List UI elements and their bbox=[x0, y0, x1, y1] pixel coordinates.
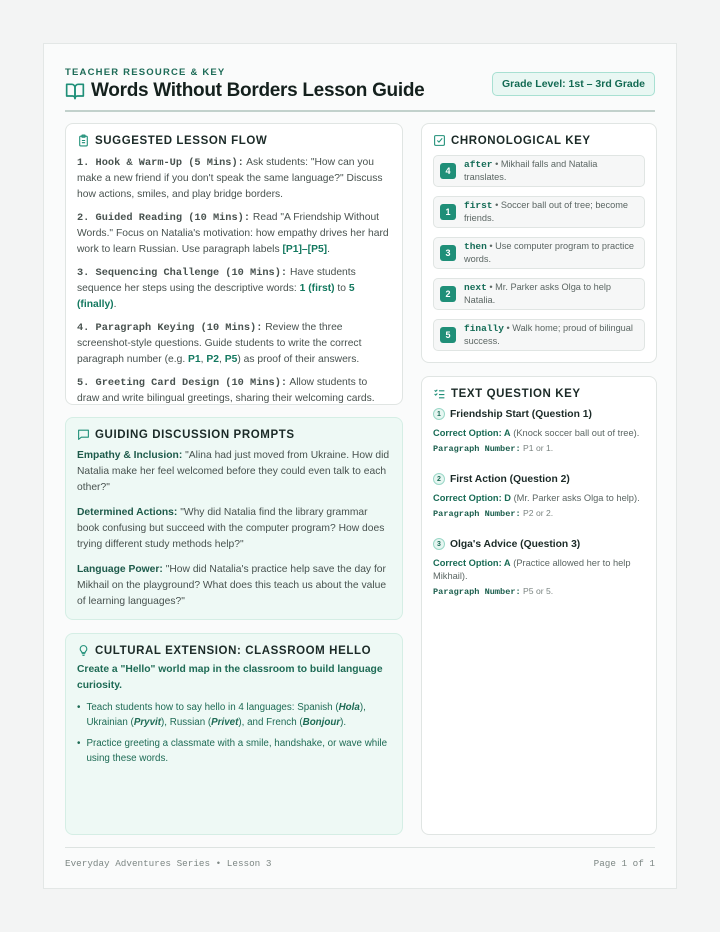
chrono-title: CHRONOLOGICAL KEY bbox=[451, 134, 591, 147]
checkbox-icon bbox=[433, 134, 446, 147]
word-hola: Hola bbox=[338, 702, 360, 713]
flow-item-2 bbox=[77, 210, 391, 258]
prompt-label: Empathy & Inclusion: bbox=[77, 450, 183, 461]
question-number: 2 bbox=[433, 473, 445, 485]
question-key-title: TEXT QUESTION KEY bbox=[451, 387, 581, 400]
question-number: 1 bbox=[433, 408, 445, 420]
lesson-flow-card bbox=[65, 123, 403, 405]
question-number: 3 bbox=[433, 538, 445, 550]
flow-item-text: Review the three screenshot-style questions. Guide students to write the correct paragraph number (e.g. bbox=[77, 322, 362, 365]
chrono-desc: • Mr. Parker asks Olga to help Natalia. bbox=[464, 282, 612, 305]
text-question-key-card bbox=[421, 376, 657, 835]
chrono-text bbox=[464, 158, 638, 184]
eyebrow-label: TEACHER RESOURCE & KEY bbox=[65, 67, 226, 78]
chrono-desc: • Walk home; proud of bilingual success. bbox=[464, 323, 633, 346]
prompt-label: Language Power: bbox=[77, 564, 163, 575]
discussion-card bbox=[65, 417, 403, 620]
bullet-segment: ), Ukrainian ( bbox=[86, 702, 366, 728]
separator: , bbox=[200, 354, 207, 365]
bullet-text: Practice greeting a classmate with a smile, handshake, or wave while using these words. bbox=[86, 738, 388, 764]
separator: , bbox=[219, 354, 225, 365]
chrono-number: 2 bbox=[440, 286, 456, 302]
flow-item-end: . bbox=[113, 299, 117, 310]
question-answer bbox=[433, 492, 645, 505]
correct-option-label: Correct Option: A bbox=[433, 428, 511, 438]
chronological-key-card bbox=[421, 123, 657, 363]
chrono-word: first bbox=[464, 200, 493, 211]
flow-item-text: Read "A Friendship Without Words." Focus on Natalia's motivation: how empathy drives her hard work to learn Russian. Use paragraph labels bbox=[77, 212, 389, 255]
paragraph-number-value: P2 or 2. bbox=[520, 508, 554, 518]
flow-item-text: Allow students to draw and write bilingual greetings, sharing their welcoming cards. bbox=[77, 377, 375, 404]
lightbulb-icon bbox=[77, 644, 90, 657]
lesson-flow-heading bbox=[77, 134, 391, 147]
discussion-prompt-1 bbox=[77, 448, 391, 496]
chrono-word: then bbox=[464, 241, 487, 252]
bullet-dot: • bbox=[77, 738, 81, 749]
correct-option-label: Correct Option: A bbox=[433, 558, 511, 568]
chrono-item bbox=[433, 319, 645, 351]
question-heading bbox=[433, 473, 645, 485]
prompt-text: "Alina had just moved from Ukraine. How did Natalia make her feel welcomed before they could even talk to each other?" bbox=[77, 450, 390, 493]
chrono-number: 1 bbox=[440, 204, 456, 220]
flow-item-end: . bbox=[327, 244, 330, 255]
bullet-text bbox=[86, 701, 391, 730]
chrono-text bbox=[464, 281, 638, 307]
word-pryvit: Pryvit bbox=[133, 716, 162, 728]
paragraph-number-value: P5 or 5. bbox=[520, 586, 554, 596]
chrono-word: next bbox=[464, 282, 487, 293]
extension-bullet-1 bbox=[77, 701, 391, 730]
question-key-heading bbox=[433, 387, 645, 400]
question-paragraph bbox=[433, 443, 645, 454]
lesson-flow-title: SUGGESTED LESSON FLOW bbox=[95, 134, 268, 147]
flow-item-1 bbox=[77, 155, 391, 203]
flow-item-end: ) as proof of their answers. bbox=[237, 354, 360, 365]
page-title: Words Without Borders Lesson Guide bbox=[91, 80, 425, 101]
cultural-extension-card bbox=[65, 633, 403, 835]
chrono-item bbox=[433, 155, 645, 187]
prompt-text: "Why did Natalia find the library grammar book confusing but succeed with the computer program? How does trying different study methods help?" bbox=[77, 507, 385, 550]
question-title: Friendship Start (Question 1) bbox=[450, 408, 592, 420]
chrono-text bbox=[464, 240, 638, 266]
chrono-number: 3 bbox=[440, 245, 456, 261]
correct-option-text: (Knock soccer ball out of tree). bbox=[510, 428, 640, 438]
chrono-text bbox=[464, 199, 638, 225]
correct-option-text: (Practice allowed her to help Mikhail). bbox=[433, 558, 631, 581]
speech-bubble-icon bbox=[77, 428, 90, 441]
word-bonjour: Bonjour bbox=[302, 716, 341, 728]
page bbox=[43, 43, 677, 889]
chrono-word: after bbox=[464, 159, 493, 170]
footer-series: Everyday Adventures Series • Lesson 3 bbox=[65, 858, 272, 869]
paragraph-number-label: Paragraph Number: bbox=[433, 509, 521, 519]
chrono-item bbox=[433, 278, 645, 310]
flow-item-4 bbox=[77, 320, 391, 368]
word-privet: Privet bbox=[211, 716, 239, 728]
grade-level-badge: Grade Level: 1st – 3rd Grade bbox=[492, 72, 655, 96]
question-paragraph bbox=[433, 586, 645, 597]
checklist-icon bbox=[433, 387, 446, 400]
chrono-number: 4 bbox=[440, 163, 456, 179]
paragraph-number-label: Paragraph Number: bbox=[433, 587, 521, 597]
bullet-dot: • bbox=[77, 702, 81, 713]
paragraph-labels-highlight: [P1]–[P5] bbox=[282, 244, 328, 255]
flow-item-label: 2. Guided Reading (10 Mins): bbox=[77, 212, 251, 224]
flow-item-label: 4. Paragraph Keying (10 Mins): bbox=[77, 322, 263, 334]
chrono-word: finally bbox=[464, 323, 504, 334]
header-divider bbox=[65, 110, 655, 112]
correct-option-label: Correct Option: D bbox=[433, 493, 511, 503]
chrono-heading bbox=[433, 134, 645, 147]
question-heading bbox=[433, 538, 645, 550]
finally-highlight: 5 (finally) bbox=[77, 283, 355, 310]
chrono-item bbox=[433, 196, 645, 228]
chrono-text bbox=[464, 322, 638, 348]
question-title: Olga's Advice (Question 3) bbox=[450, 538, 581, 550]
bullet-segment: ), Russian ( bbox=[161, 716, 212, 728]
question-answer bbox=[433, 427, 645, 440]
extension-intro: Create a "Hello" world map in the classroom to build language curiosity. bbox=[77, 664, 383, 691]
discussion-prompt-2 bbox=[77, 505, 391, 553]
extension-title: CULTURAL EXTENSION: CLASSROOM HELLO bbox=[95, 644, 372, 657]
paragraph-number-label: Paragraph Number: bbox=[433, 444, 521, 454]
chrono-item bbox=[433, 237, 645, 269]
clipboard-icon bbox=[77, 134, 90, 147]
p1-highlight: P1 bbox=[188, 354, 201, 365]
prompt-text: "How did Natalia's practice help save the day for Mikhail on the playground? What does this teach us about the value of learning languages?" bbox=[77, 564, 387, 607]
discussion-heading bbox=[77, 428, 391, 441]
flow-item-5 bbox=[77, 375, 391, 407]
chrono-desc: • Soccer ball out of tree; become friends. bbox=[464, 200, 628, 223]
chrono-desc: • Mikhail falls and Natalia translates. bbox=[464, 159, 598, 182]
correct-option-text: (Mr. Parker asks Olga to help). bbox=[511, 493, 640, 503]
paragraph-number-value: P1 or 1. bbox=[520, 443, 554, 453]
question-item-1 bbox=[433, 408, 645, 454]
question-paragraph bbox=[433, 508, 645, 519]
discussion-prompt-3 bbox=[77, 562, 391, 610]
p5-highlight: P5 bbox=[224, 354, 238, 365]
extension-heading bbox=[77, 644, 391, 657]
bullet-segment: ), and French ( bbox=[238, 716, 303, 728]
prompt-label: Determined Actions: bbox=[77, 507, 178, 518]
p2-highlight: P2 bbox=[206, 354, 219, 365]
flow-item-3 bbox=[77, 265, 391, 313]
bullet-segment: Teach students how to say hello in 4 languages: Spanish ( bbox=[86, 702, 339, 713]
question-answer bbox=[433, 557, 645, 583]
extension-bullet-2 bbox=[77, 737, 391, 766]
question-item-3 bbox=[433, 538, 645, 597]
footer-page-number: Page 1 of 1 bbox=[593, 858, 655, 869]
question-item-2 bbox=[433, 473, 645, 519]
flow-item-mid: to bbox=[334, 283, 349, 294]
first-highlight: 1 (first) bbox=[299, 283, 335, 294]
flow-item-text: Have students sequence her steps using the descriptive words: bbox=[77, 267, 356, 294]
flow-item-text: Ask students: "How can you make a new friend if you don't speak the same language?" Discuss how actions, smiles, and play bridge borders. bbox=[77, 157, 383, 200]
question-heading bbox=[433, 408, 645, 420]
open-book-icon bbox=[65, 81, 85, 101]
flow-item-label: 5. Greeting Card Design (10 Mins): bbox=[77, 377, 288, 389]
flow-item-label: 1. Hook & Warm-Up (5 Mins): bbox=[77, 157, 244, 169]
question-title: First Action (Question 2) bbox=[450, 473, 570, 485]
discussion-title: GUIDING DISCUSSION PROMPTS bbox=[95, 428, 295, 441]
page-footer bbox=[65, 847, 655, 869]
bullet-segment: ). bbox=[340, 716, 347, 728]
chrono-desc: • Use computer program to practice words. bbox=[464, 241, 635, 264]
flow-item-label: 3. Sequencing Challenge (10 Mins): bbox=[77, 267, 288, 279]
title-row bbox=[65, 80, 424, 102]
chrono-number: 5 bbox=[440, 327, 456, 343]
